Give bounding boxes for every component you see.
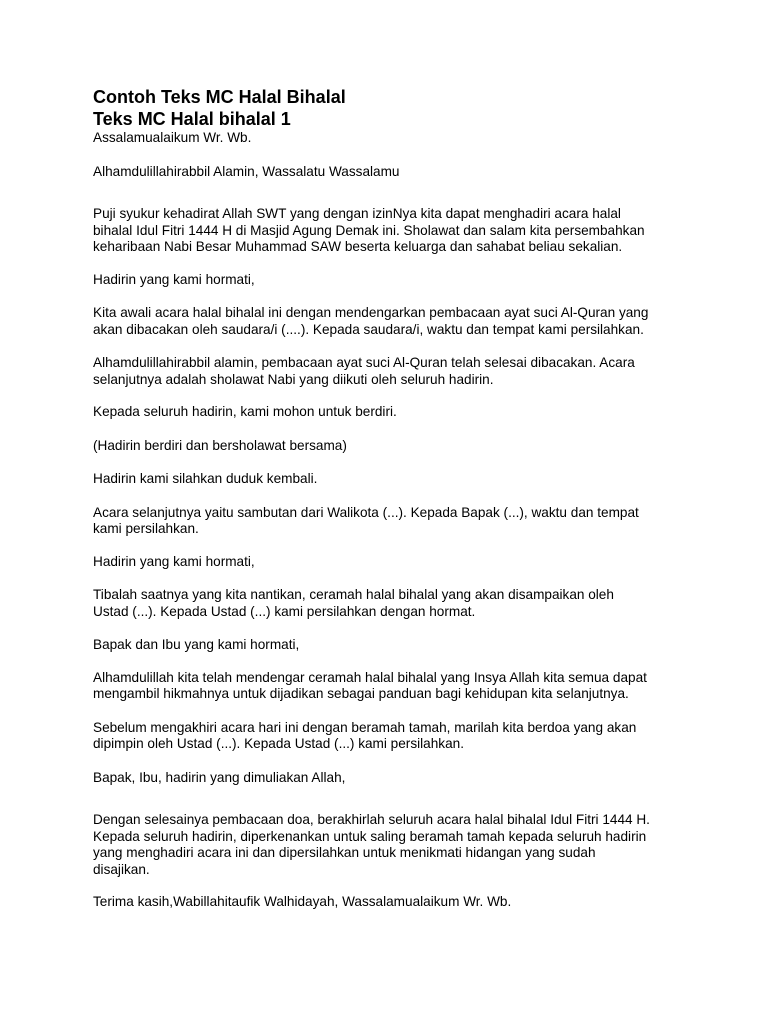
paragraph-address-2: Hadirin yang kami hormati, [93,553,255,569]
paragraph-stand-note: (Hadirin berdiri dan bersholawat bersama) [93,437,347,453]
paragraph-greeting: Assalamualaikum Wr. Wb. [93,130,252,145]
paragraph-stand: Kepada seluruh hadirin, kami mohon untuk berdiri. [93,404,397,419]
paragraph-opening: Alhamdulillahirabbil Alamin, Wassalatu Wassalamu [93,163,400,179]
paragraph-lecture: Tibalah saatnya yang kita nantikan, ceramah halal bihalal yang akan disampaikan oleh Ustad (...). Kepada Ustad (...) kami persilahkan dengan hormat. [93,587,614,619]
document-title: Contoh Teks MC Halal Bihalal [93,87,346,107]
paragraph-address-1: Hadirin yang kami hormati, [93,271,255,287]
paragraph-prayer: Sebelum mengakhiri acara hari ini dengan beramah tamah, marilah kita berdoa yang akan dipimpin oleh Ustad (...). Kepada Ustad (...) kami persilahkan. [93,719,637,751]
paragraph-closing: Dengan selesainya pembacaan doa, berakhirlah seluruh acara halal bihalal Idul Fitri 1444 H. Kepada seluruh hadirin, diperkenankan untuk saling beramah tamah kepada seluruh hadirin yang menghadiri acara ini dan dipersilahkan untuk menikmati hidangan yang sudah disajikan. [93,812,650,877]
document-subtitle: Teks MC Halal bihalal 1 [93,109,291,129]
paragraph-farewell: Terima kasih,Wabillahitaufik Walhidayah, Wassalamualaikum Wr. Wb. [93,894,512,909]
paragraph-quran: Kita awali acara halal bihalal ini dengan mendengarkan pembacaan ayat suci Al-Quran yang akan dibacakan oleh saudara/i (....). Kepada saudara/i, waktu dan tempat kami persilahkan. [93,305,649,337]
paragraph-speech: Acara selanjutnya yaitu sambutan dari Walikota (...). Kepada Bapak (...), waktu dan tempat kami persilahkan. [93,504,639,536]
paragraph-lesson: Alhamdulillah kita telah mendengar ceramah halal bihalal yang Insya Allah kita semua dapat mengambil hikmahnya untuk dijadikan sebagai panduan bagi kehidupan kita selanjutnya. [93,669,647,701]
paragraph-praise: Puji syukur kehadirat Allah SWT yang dengan izinNya kita dapat menghadiri acara halal bihalal Idul Fitri 1444 H di Masjid Agung Demak ini. Sholawat dan salam kita persembahkan keharibaan Nabi Besar Muhammad SAW beserta keluarga dan sahabat beliau sekalian. [93,206,645,254]
document-page [93,86,693,911]
paragraph-address-3: Bapak dan Ibu yang kami hormati, [93,637,300,652]
paragraph-sit: Hadirin kami silahkan duduk kembali. [93,471,318,486]
paragraph-address-4: Bapak, Ibu, hadirin yang dimuliakan Allah, [93,769,346,785]
paragraph-sholawat: Alhamdulillahirabbil alamin, pembacaan ayat suci Al-Quran telah selesai dibacakan. Acara selanjutnya adalah sholawat Nabi yang diikuti oleh seluruh hadirin. [93,355,635,387]
